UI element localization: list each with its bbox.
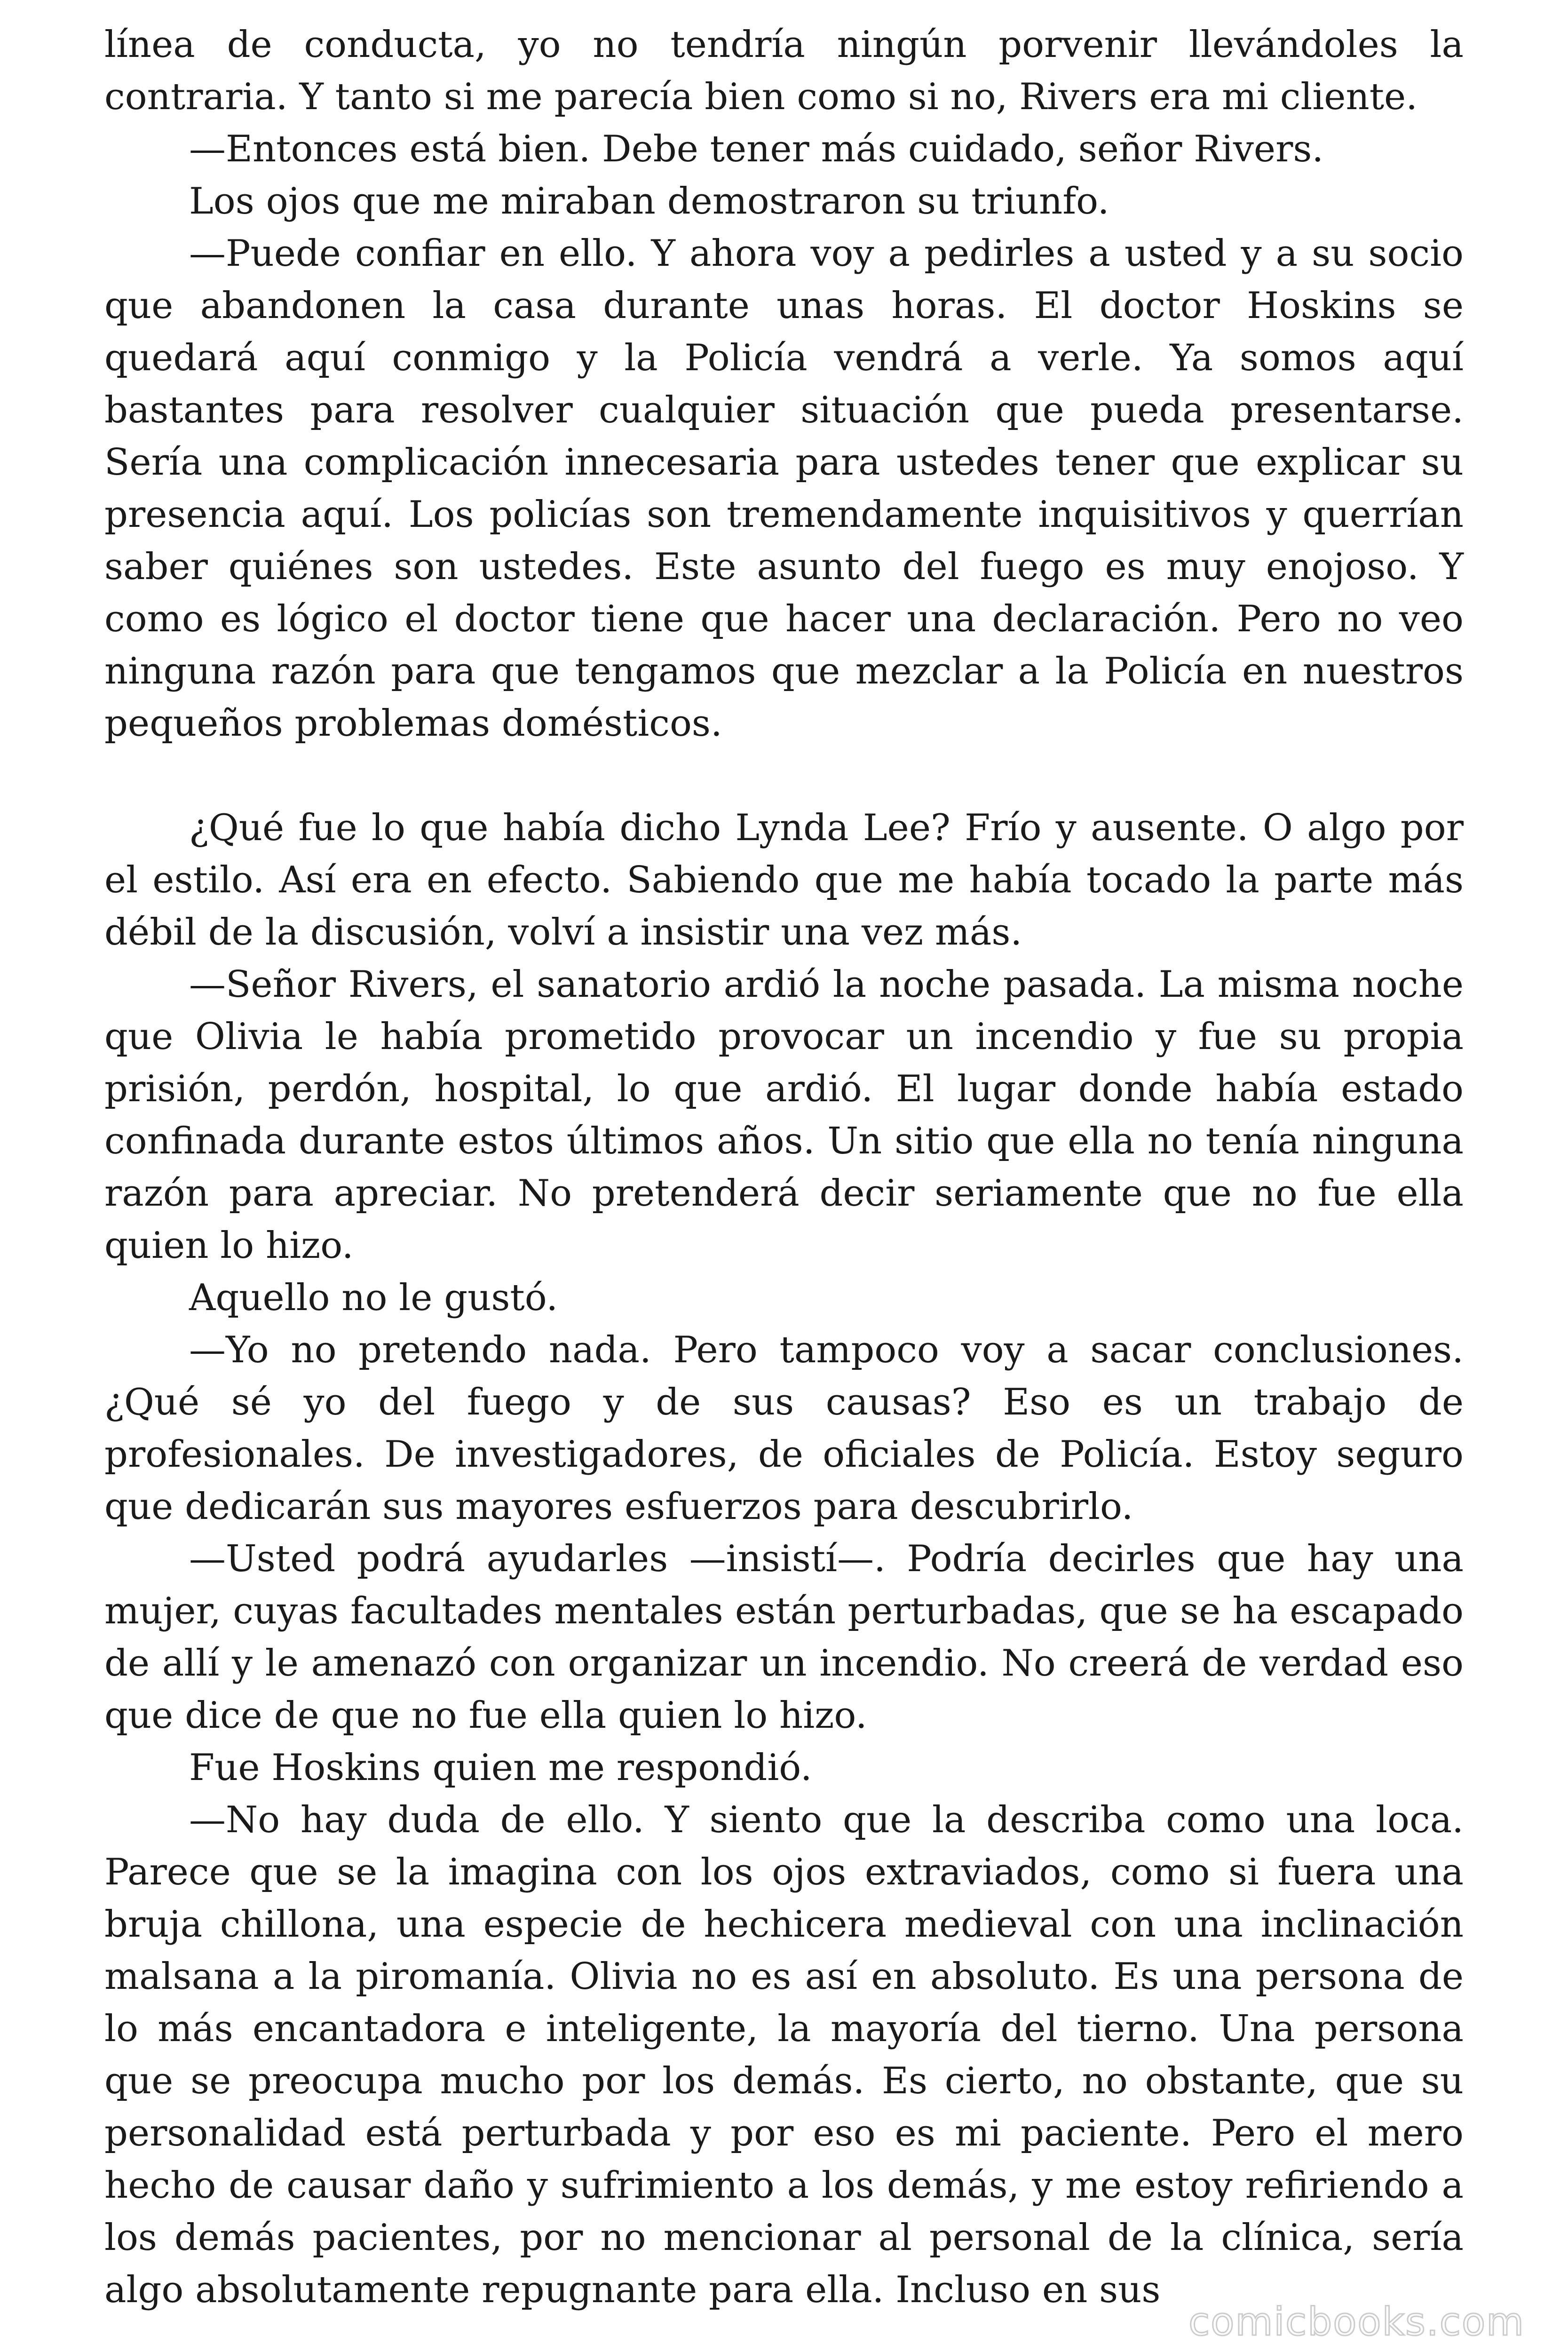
paragraph: Aquello no le gustó. bbox=[189, 1277, 558, 1319]
paragraph: —Yo no pretendo nada. Pero tampoco voy a sacar conclusiones. ¿Qué sé yo del fuego y de sus causas? Eso es un trabajo de profesionales. De investigadores, de oficiales de Policía. Estoy seguro que dedicarán sus mayores esfuerzos para descubrirlo. bbox=[104, 1329, 1464, 1528]
paragraph: línea de conducta, yo no tendría ningún porvenir llevándoles la contraria. Y tanto si me parecía bien como si no, Rivers era mi cliente. bbox=[104, 24, 1464, 118]
paragraph: —No hay duda de ello. Y siento que la describa como una loca. Parece que se la imagina con los ojos extraviados, como si fuera una bruja chillona, una especie de hechicera medieval con una inclinación malsana a la piromanía. Olivia no es así en absoluto. Es una persona de lo más encantadora e inteligente, la mayoría del tierno. Una persona que se preocupa mucho por los demás. Es cierto, no obstante, que su personalidad está perturbada y por eso es mi paciente. Pero el mero hecho de causar daño y sufrimiento a los demás, y me estoy refiriendo a los demás pacientes, por no mencionar al personal de la clínica, sería algo absolutamente repugnante para ella. Incluso en sus bbox=[104, 1799, 1464, 2311]
paragraph: —Puede confiar en ello. Y ahora voy a pedirles a usted y a su socio que abandonen la casa durante unas horas. El doctor Hoskins se quedará aquí conmigo y la Policía vendrá a verle. Ya somos aquí bastantes para resolver cualquier situación que pueda presentarse. Sería una complicación innecesaria para ustedes tener que explicar su presencia aquí. Los policías son tremendamente inquisitivos y querrían saber quiénes son ustedes. Este asunto del fuego es muy enojoso. Y como es lógico el doctor tiene que hacer una declaración. Pero no veo ninguna razón para que tengamos que mezclar a la Policía en nuestros pequeños problemas domésticos. bbox=[104, 232, 1464, 745]
paragraph: ¿Qué fue lo que había dicho Lynda Lee? Frío y ausente. O algo por el estilo. Así era en efecto. Sabiendo que me había tocado la parte más débil de la discusión, volví a insistir una vez más. bbox=[104, 807, 1464, 954]
paragraph: Los ojos que me miraban demostraron su triunfo. bbox=[189, 180, 1109, 222]
paragraph: Fue Hoskins quien me respondió. bbox=[189, 1747, 812, 1789]
section-break bbox=[104, 750, 1464, 802]
paragraph: —Entonces está bien. Debe tener más cuidado, señor Rivers. bbox=[189, 128, 1324, 170]
page-body bbox=[104, 19, 1464, 2316]
paragraph: —Señor Rivers, el sanatorio ardió la noche pasada. La misma noche que Olivia le había prometido provocar un incendio y fue su propia prisión, perdón, hospital, lo que ardió. El lugar donde había estado confinada durante estos últimos años. Un sitio que ella no tenía ninguna razón para apreciar. No pretenderá decir seriamente que no fue ella quien lo hizo. bbox=[104, 963, 1464, 1267]
paragraph: —Usted podrá ayudarles —insistí—. Podría decirles que hay una mujer, cuyas facultades mentales están perturbadas, que se ha escapado de allí y le amenazó con organizar un incendio. No creerá de verdad eso que dice de que no fue ella quien lo hizo. bbox=[104, 1538, 1464, 1737]
section-1 bbox=[104, 19, 1464, 750]
watermark: comicbooks.com bbox=[1188, 2300, 1525, 2344]
section-2 bbox=[104, 802, 1464, 2316]
